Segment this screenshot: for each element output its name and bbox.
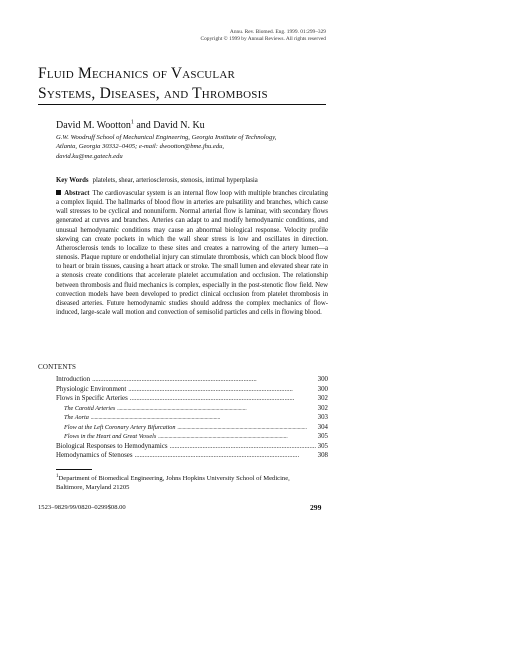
toc-entry-page: 300: [317, 376, 328, 383]
affiliation-line-2: Atlanta, Georgia 30332–0405; e-mail: dwootton@bme.jhu.edu,: [56, 143, 225, 151]
toc-entry-page: 305: [317, 442, 328, 450]
keywords-label: Key Words: [56, 177, 89, 184]
title-line-2: Systems, Diseases, and Thrombosis: [38, 85, 268, 102]
toc-entry-page: 308: [317, 452, 328, 459]
contents-heading: CONTENTS: [38, 363, 77, 371]
title-line-1: Fluid Mechanics of Vascular: [38, 65, 236, 82]
toc-leader-dots: [130, 394, 316, 404]
toc-leader-dots: [135, 451, 316, 461]
toc-entry[interactable]: [56, 394, 328, 404]
toc-leader-dots: [177, 423, 315, 433]
page-number: 299: [310, 503, 322, 512]
toc-entry[interactable]: [56, 432, 328, 442]
abstract: [56, 189, 328, 317]
toc-entry-page: 303: [317, 414, 328, 421]
toc-entry-label: Physiologic Environment: [56, 385, 127, 393]
toc-entry-label: Introduction: [56, 376, 91, 383]
footnote-mark: 1: [56, 473, 59, 479]
footnote-rule: [56, 469, 92, 470]
table-of-contents: [56, 375, 328, 461]
toc-entry-label: The Aorta: [64, 414, 89, 421]
toc-entry-page: 300: [317, 385, 328, 393]
toc-entry[interactable]: [56, 451, 328, 461]
journal-citation: Annu. Rev. Biomed. Eng. 1999. 01:299–329: [229, 29, 326, 35]
toc-entry-label: Biological Responses to Hemodynamics: [56, 442, 168, 450]
keywords-text: platelets, shear, arteriosclerosis, stenosis, intimal hyperplasia: [92, 177, 258, 184]
footnote-line-1: Department of Biomedical Engineering, Johns Hopkins University School of Medicine,: [58, 475, 290, 482]
toc-entry[interactable]: [56, 442, 328, 452]
toc-entry-page: 304: [317, 423, 328, 431]
author-list: [56, 120, 205, 132]
toc-leader-dots: [158, 432, 315, 442]
toc-leader-dots: [117, 404, 315, 414]
affiliation-line-3: david.ku@me.gatech.edu: [56, 152, 123, 160]
abstract-square-icon: [56, 190, 61, 195]
toc-entry[interactable]: [56, 375, 328, 385]
toc-entry-label: Hemodynamics of Stenoses: [56, 452, 133, 459]
keywords: [56, 176, 328, 185]
author-rest: and David N. Ku: [133, 120, 205, 131]
toc-entry[interactable]: [56, 413, 328, 423]
toc-leader-dots: [128, 385, 315, 395]
footnote-line-2: Baltimore, Maryland 21205: [56, 484, 130, 492]
journal-header: [200, 29, 326, 43]
toc-leader-dots: [92, 375, 316, 385]
toc-entry[interactable]: [56, 385, 328, 395]
toc-entry[interactable]: [56, 423, 328, 433]
toc-leader-dots: [91, 413, 316, 423]
toc-entry-label: Flow at the Left Coronary Artery Bifurcation: [64, 423, 176, 431]
toc-entry-label: Flows in the Heart and Great Vessels: [64, 433, 157, 440]
toc-entry-page: 302: [317, 404, 328, 412]
toc-leader-dots: [170, 442, 316, 452]
toc-entry-label: The Carotid Arteries: [64, 404, 116, 412]
author-footnote-mark: 1: [130, 119, 134, 126]
toc-entry-page: 305: [317, 433, 328, 440]
toc-entry-label: Flows in Specific Arteries: [56, 395, 128, 402]
title-rule: [38, 104, 326, 105]
affiliation-line-1: G.W. Woodruff School of Mechanical Engineering, Georgia Institute of Technology,: [56, 134, 277, 141]
toc-entry-page: 302: [317, 395, 328, 402]
issn-code: 1523–9829/99/0820–0299$08.00: [38, 504, 126, 511]
toc-entry[interactable]: [56, 404, 328, 414]
author-first: David M. Wootton: [56, 120, 131, 131]
author-affiliation: [56, 133, 328, 161]
abstract-label: Abstract: [64, 190, 90, 197]
copyright-notice: Copyright © 1999 by Annual Reviews. All rights reserved: [200, 36, 326, 42]
article-title: [38, 64, 338, 104]
abstract-text: The cardiovascular system is an internal flow loop with multiple branches circulating a complex liquid. The hallmarks of blood flow in arteries are pulsatility and branches, which cause wall stresses to be cyclical and nonuniform. Normal arterial flow is laminar, with secondary flows generated at curves and branches. Arteries can adapt to and modify hemodynamic conditions, and unusual hemodynamic conditions may cause an abnormal biological response. Velocity profile skewing can create pockets in which the wall shear stress is low and oscillates in direction. Atherosclerosis tends to localize to these sites and creates a narrowing of the artery lumen—a stenosis. Plaque rupture or endothelial injury can stimulate thrombosis, which can block blood flow to heart or brain tissues, causing a heart attack or stroke. The small lumen and elevated shear rate in a stenosis create conditions that accelerate platelet accumulation and occlusion. The relationship between thrombosis and fluid mechanics is complex, especially in the post-stenotic flow field. New convection models have been developed to predict clinical occlusion from platelet thrombosis in diseased arteries. Future hemodynamic studies should address the complex mechanics of flow-induced, large-scale wall motion and convection of semisolid particles and cells in flowing blood.: [56, 190, 328, 317]
footnote: [56, 474, 328, 493]
